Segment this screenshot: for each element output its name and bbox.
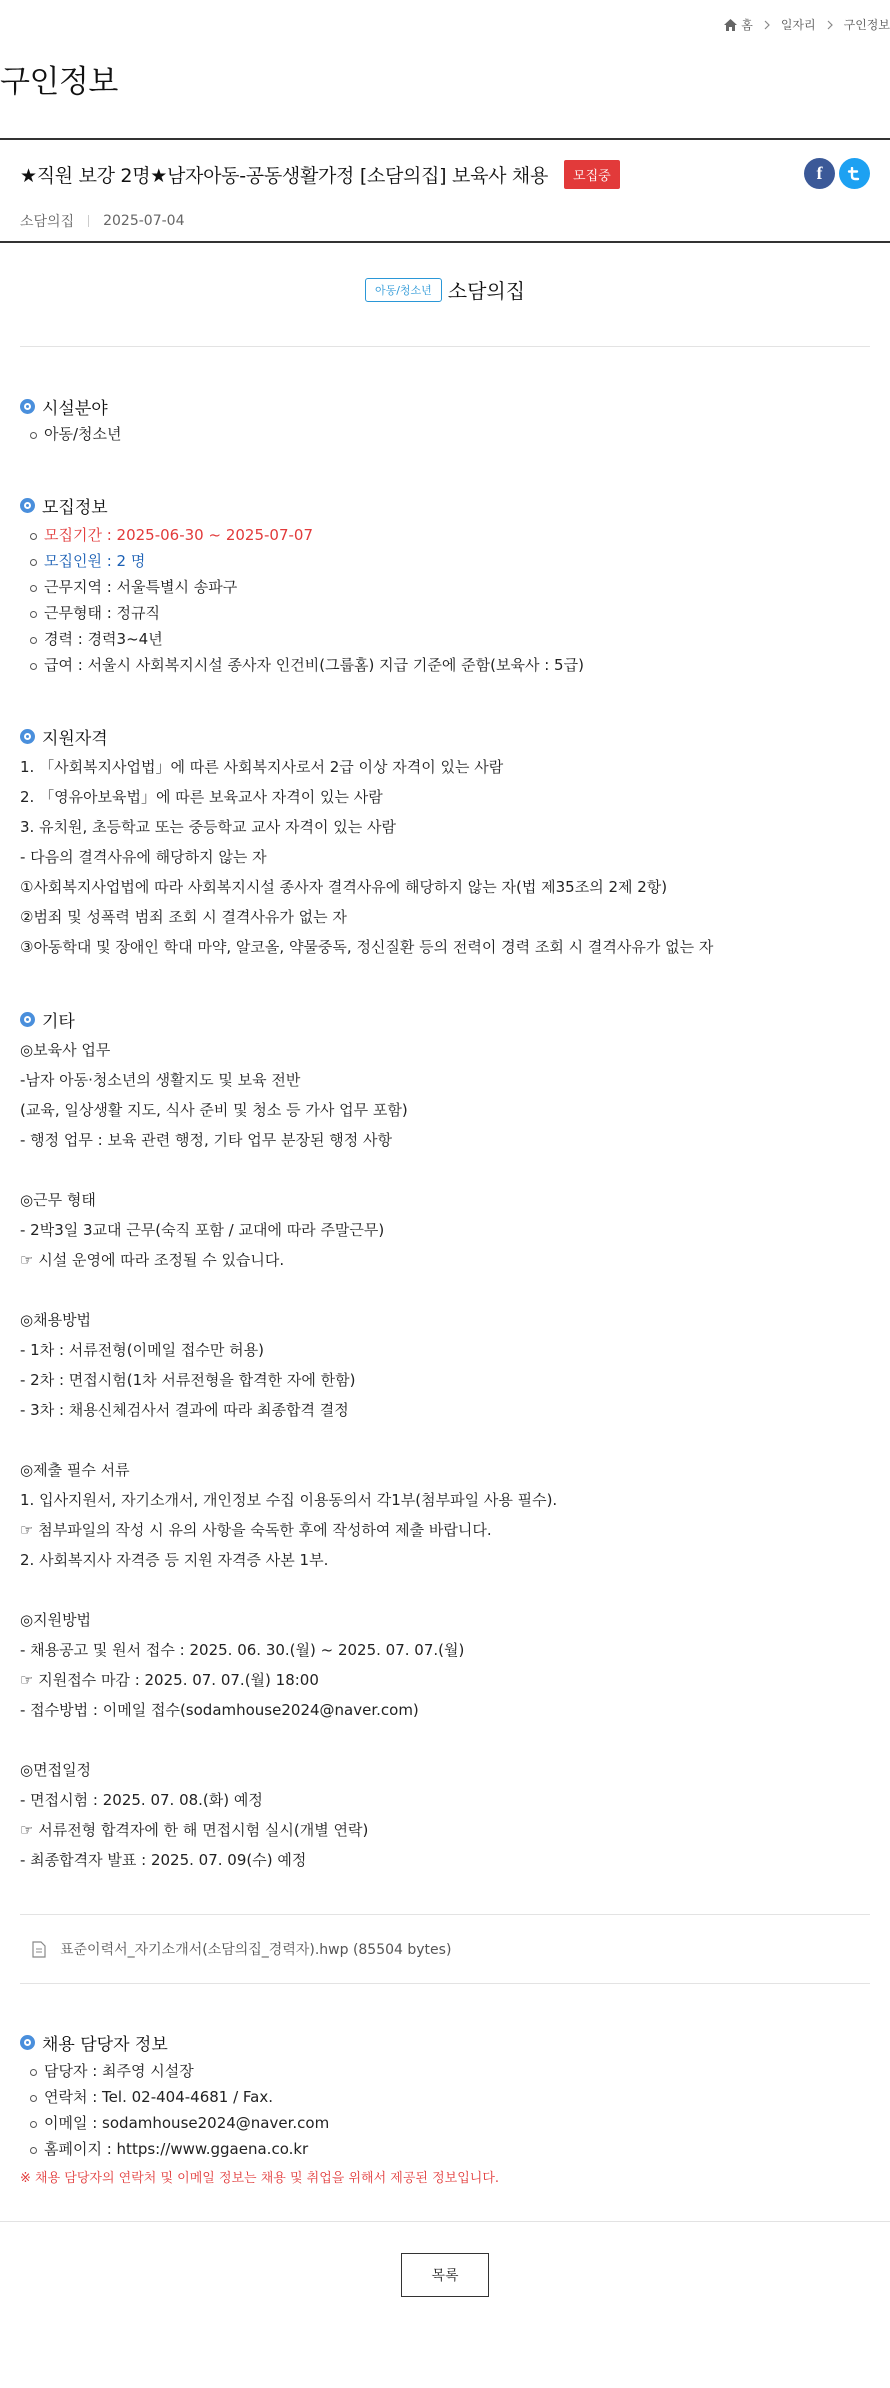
text-line: 2. 「영유아보육법」에 따른 보육교사 자격이 있는 사람: [20, 788, 383, 806]
org-line: [0, 275, 890, 304]
contact-list: [28, 2058, 329, 2162]
list-button[interactable]: 목록: [401, 2253, 489, 2297]
text-line: ◎제출 필수 서류: [20, 1461, 130, 1479]
text-line: - 2차 : 면접시험(1차 서류전형을 합격한 자에 한함): [20, 1371, 356, 1389]
text-line: [20, 1275, 557, 1305]
bullet-circle-icon: [20, 399, 35, 414]
breadcrumb-home[interactable]: [724, 16, 753, 33]
text-line: - 접수방법 : 이메일 접수(sodamhouse2024@naver.com): [20, 1701, 419, 1719]
category-tag: 아동/청소년: [365, 278, 442, 302]
section-title-text: 모집정보: [42, 498, 108, 518]
page-title: 구인정보: [0, 64, 118, 100]
divider: [20, 346, 870, 347]
text-line: - 행정 업무 : 보육 관련 행정, 기타 업무 분장된 행정 사항: [20, 1131, 392, 1149]
recruit-period: 모집기간 : 2025-06-30 ~ 2025-07-07: [28, 522, 584, 548]
section-title-contact: [20, 2030, 168, 2055]
file-icon: [32, 1941, 46, 1958]
section-title-text: 지원자격: [42, 729, 108, 749]
breadcrumb-current-label: 구인정보: [843, 18, 890, 32]
text-line: ☞ 지원접수 마감 : 2025. 07. 07.(월) 18:00: [20, 1671, 319, 1689]
list-item: 근무지역 : 서울특별시 송파구: [28, 574, 584, 600]
facebook-share-button[interactable]: [804, 158, 835, 189]
contact-homepage: 홈페이지 : https://www.ggaena.co.kr: [28, 2136, 329, 2162]
text-line: [20, 1425, 557, 1455]
text-line: ☞ 서류전형 합격자에 한 해 면접시험 실시(개별 연락): [20, 1821, 369, 1839]
post-org: 소담의집: [20, 214, 75, 230]
attachment-link[interactable]: [32, 1939, 451, 1959]
bullet-circle-icon: [20, 729, 35, 744]
section-title-text: 시설분야: [42, 399, 108, 419]
etc-text: [20, 1035, 557, 1875]
text-line: ◎채용방법: [20, 1311, 92, 1329]
qualification-text: [20, 752, 713, 962]
breadcrumb-jobs-label: 일자리: [780, 18, 816, 32]
recruit-count: 모집인원 : 2 명: [28, 548, 584, 574]
text-line: ☞ 시설 운영에 따라 조정될 수 있습니다.: [20, 1251, 285, 1269]
section-title-recruit: [20, 493, 108, 518]
text-line: ☞ 첨부파일의 작성 시 유의 사항을 숙독한 후에 작성하여 제출 바랍니다.: [20, 1521, 492, 1539]
breadcrumb-current[interactable]: [844, 16, 890, 33]
divider: [0, 138, 890, 140]
text-line: - 최종합격자 발표 : 2025. 07. 09(수) 예정: [20, 1851, 307, 1869]
divider: [0, 241, 890, 243]
list-item: 경력 : 경력3~4년: [28, 626, 584, 652]
divider: [88, 215, 89, 227]
twitter-icon: [847, 167, 863, 181]
home-icon: [724, 19, 737, 31]
list-item: 급여 : 서울시 사회복지시설 종사자 인건비(그룹홈) 지급 기준에 준함(보육사 : 5급): [28, 652, 584, 678]
post-date: 2025-07-04: [103, 213, 185, 229]
text-line: - 채용공고 및 원서 접수 : 2025. 06. 30.(월) ~ 2025. 07. 07.(월): [20, 1641, 465, 1659]
text-line: ◎근무 형태: [20, 1191, 96, 1209]
contact-email: 이메일 : sodamhouse2024@naver.com: [28, 2110, 329, 2136]
attachment-filename: 표준이력서_자기소개서(소담의집_경력자).hwp (85504 bytes): [60, 1942, 452, 1958]
text-line: 1. 입사지원서, 자기소개서, 개인정보 수집 이용동의서 각1부(첨부파일 사용 필수).: [20, 1491, 558, 1509]
bullet-circle-icon: [20, 1012, 35, 1027]
text-line: - 다음의 결격사유에 해당하지 않는 자: [20, 848, 267, 866]
text-line: - 1차 : 서류전형(이메일 접수만 허용): [20, 1341, 264, 1359]
text-line: [20, 1575, 557, 1605]
text-line: ◎면접일정: [20, 1761, 92, 1779]
text-line: 3. 유치원, 초등학교 또는 중등학교 교사 자격이 있는 사람: [20, 818, 397, 836]
section-title-etc: [20, 1007, 75, 1032]
text-line: ①사회복지사업법에 따라 사회복지시설 종사자 결격사유에 해당하지 않는 자(법 제35조의 2제 2항): [20, 878, 668, 896]
field-list: [28, 421, 122, 447]
recruit-list: [28, 522, 584, 678]
text-line: 2. 사회복지사 자격증 등 지원 자격증 사본 1부.: [20, 1551, 329, 1569]
text-line: - 면접시험 : 2025. 07. 08.(화) 예정: [20, 1791, 263, 1809]
post-header: [20, 160, 870, 231]
twitter-share-button[interactable]: [839, 158, 870, 189]
text-line: 1. 「사회복지사업법」에 따른 사회복지사로서 2급 이상 자격이 있는 사람: [20, 758, 504, 776]
text-line: ◎보육사 업무: [20, 1041, 111, 1059]
divider: [0, 2221, 890, 2222]
breadcrumb-jobs[interactable]: [781, 16, 816, 33]
bullet-circle-icon: [20, 498, 35, 513]
text-line: - 3차 : 채용신체검사서 결과에 따라 최종합격 결정: [20, 1401, 349, 1419]
bullet-circle-icon: [20, 2035, 35, 2050]
text-line: -남자 아동·청소년의 생활지도 및 보육 전반: [20, 1071, 301, 1089]
chevron-right-icon: [826, 20, 834, 30]
section-title-text: 채용 담당자 정보: [42, 2035, 168, 2055]
org-name: 소담의집: [447, 279, 526, 303]
text-line: ②범죄 및 성폭력 범죄 조회 시 결격사유가 없는 자: [20, 908, 347, 926]
list-item: 아동/청소년: [28, 421, 122, 447]
post-title-row: [20, 160, 870, 189]
chevron-right-icon: [763, 20, 771, 30]
breadcrumb: [724, 16, 890, 33]
text-line: ◎지원방법: [20, 1611, 92, 1629]
section-title-text: 기타: [42, 1012, 75, 1032]
contact-phone: 연락처 : Tel. 02-404-4681 / Fax.: [28, 2084, 329, 2110]
post-meta: [20, 211, 870, 231]
facebook-icon: f: [816, 163, 823, 183]
text-line: ③아동학대 및 장애인 학대 마약, 알코올, 약물중독, 정신질환 등의 전력이 경력 조회 시 결격사유가 없는 자: [20, 938, 714, 956]
contact-person: 담당자 : 최주영 시설장: [28, 2058, 329, 2084]
divider: [20, 1914, 870, 1915]
list-item: 근무형태 : 정규직: [28, 600, 584, 626]
text-line: [20, 1155, 557, 1185]
status-badge: 모집중: [564, 160, 620, 189]
text-line: (교육, 일상생활 지도, 식사 준비 및 청소 등 가사 업무 포함): [20, 1101, 408, 1119]
section-title-field: [20, 394, 108, 419]
breadcrumb-home-label: 홈: [741, 18, 753, 32]
contact-notice: ※ 채용 담당자의 연락처 및 이메일 정보는 채용 및 취업을 위해서 제공된 정보입니다.: [20, 2171, 500, 2186]
share-buttons: [804, 158, 870, 189]
text-line: [20, 1725, 557, 1755]
section-title-qualification: [20, 724, 108, 749]
text-line: - 2박3일 3교대 근무(숙직 포함 / 교대에 따라 주말근무): [20, 1221, 385, 1239]
divider: [20, 1983, 870, 1984]
post-title: ★직원 보강 2명★남자아동-공동생활가정 [소담의집] 보육사 채용: [20, 165, 549, 187]
